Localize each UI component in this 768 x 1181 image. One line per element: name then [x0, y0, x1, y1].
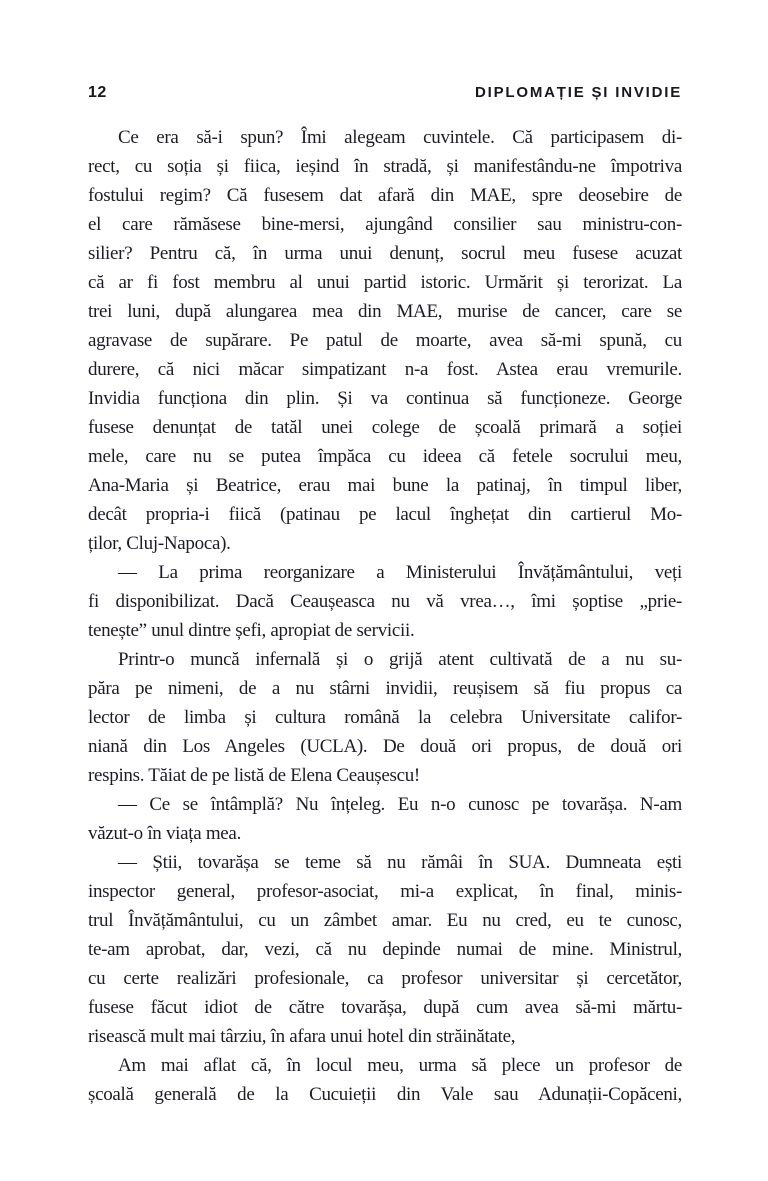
text-line: durere, că nici măcar simpatizant n-a fost. Astea erau vremurile.: [88, 359, 682, 380]
text-line: silier? Pentru că, în urma unui denunț, socrul meu fusese acuzat: [88, 243, 682, 264]
text-line: fusese făcut idiot de către tovarășa, după cum avea să-mi mărtu-: [88, 997, 682, 1018]
paragraph: [88, 1051, 682, 1109]
text-line: fusese denunțat de tatăl unei colege de școală primară a soției: [88, 417, 682, 438]
paragraph: [88, 848, 682, 1051]
text-line: Invidia funcționa din plin. Și va continua să funcționeze. George: [88, 388, 682, 409]
text-block: [88, 123, 682, 1109]
text-line: ților, Cluj-Napoca).: [88, 533, 231, 554]
text-line: că ar fi fost membru al unui partid istoric. Urmărit și terorizat. La: [88, 272, 682, 293]
text-line: — Știi, tovarășa se teme să nu rămâi în SUA. Dumneata ești: [118, 852, 682, 873]
text-line: niană din Los Angeles (UCLA). De două ori propus, de două ori: [88, 736, 682, 757]
text-line: el care rămăsese bine-mersi, ajungând consilier sau ministru-con-: [88, 214, 682, 235]
text-line: cu certe realizări profesionale, ca profesor universitar și cercetător,: [88, 968, 682, 989]
text-line: Ce era să-i spun? Îmi alegeam cuvintele. Că participasem di-: [118, 127, 682, 148]
text-line: Printr-o muncă infernală și o grijă atent cultivată de a nu su-: [118, 649, 682, 670]
text-line: rect, cu soția și fiica, ieșind în stradă, și manifestându-ne împotriva: [88, 156, 682, 177]
paragraph: [88, 645, 682, 790]
text-line: tenește” unul dintre șefi, apropiat de servicii.: [88, 620, 415, 641]
text-line: trei luni, după alungarea mea din MAE, murise de cancer, care se: [88, 301, 682, 322]
running-header: DIPLOMAȚIE ȘI INVIDIE: [475, 84, 682, 101]
text-line: agravase de supărare. Pe patul de moarte, avea să-mi spună, cu: [88, 330, 682, 351]
text-line: inspector general, profesor-asociat, mi-a explicat, în final, minis-: [88, 881, 682, 902]
text-line: fi disponibilizat. Dacă Ceaușeasca nu vă vrea…, îmi șoptise „prie-: [88, 591, 682, 612]
text-line: școală generală de la Cucuieții din Vale sau Adunații-Copăceni,: [88, 1084, 682, 1105]
paragraph: [88, 558, 682, 645]
paragraph: [88, 790, 682, 848]
text-line: mele, care nu se putea împăca cu ideea că fetele socrului meu,: [88, 446, 682, 467]
text-line: decât propria-i fiică (patinau pe lacul înghețat din cartierul Mo-: [88, 504, 682, 525]
text-line: — La prima reorganizare a Ministerului Învățământului, veți: [118, 562, 682, 583]
page-number: 12: [88, 84, 107, 101]
text-line: te-am aprobat, dar, vezi, că nu depinde numai de mine. Ministrul,: [88, 939, 682, 960]
text-line: trul Învățământului, cu un zâmbet amar. Eu nu cred, eu te cunosc,: [88, 910, 682, 931]
text-line: Ana-Maria și Beatrice, erau mai bune la patinaj, în timpul liber,: [88, 475, 682, 496]
text-line: fostului regim? Că fusesem dat afară din MAE, spre deosebire de: [88, 185, 682, 206]
text-line: văzut-o în viața mea.: [88, 823, 242, 844]
text-line: păra pe nimeni, de a nu stârni invidii, reușisem să fiu propus ca: [88, 678, 682, 699]
page-header: [88, 84, 682, 102]
text-line: lector de limba și cultura română la celebra Universitate califor-: [88, 707, 682, 728]
paragraph: [88, 123, 682, 558]
text-line: — Ce se întâmplă? Nu înțeleg. Eu n-o cunosc pe tovarășa. N-am: [118, 794, 682, 815]
text-line: respins. Tăiat de pe listă de Elena Ceaușescu!: [88, 765, 420, 786]
text-line: Am mai aflat că, în locul meu, urma să plece un profesor de: [118, 1055, 682, 1076]
text-line: risească mult mai târziu, în afara unui hotel din străinătate,: [88, 1026, 516, 1047]
